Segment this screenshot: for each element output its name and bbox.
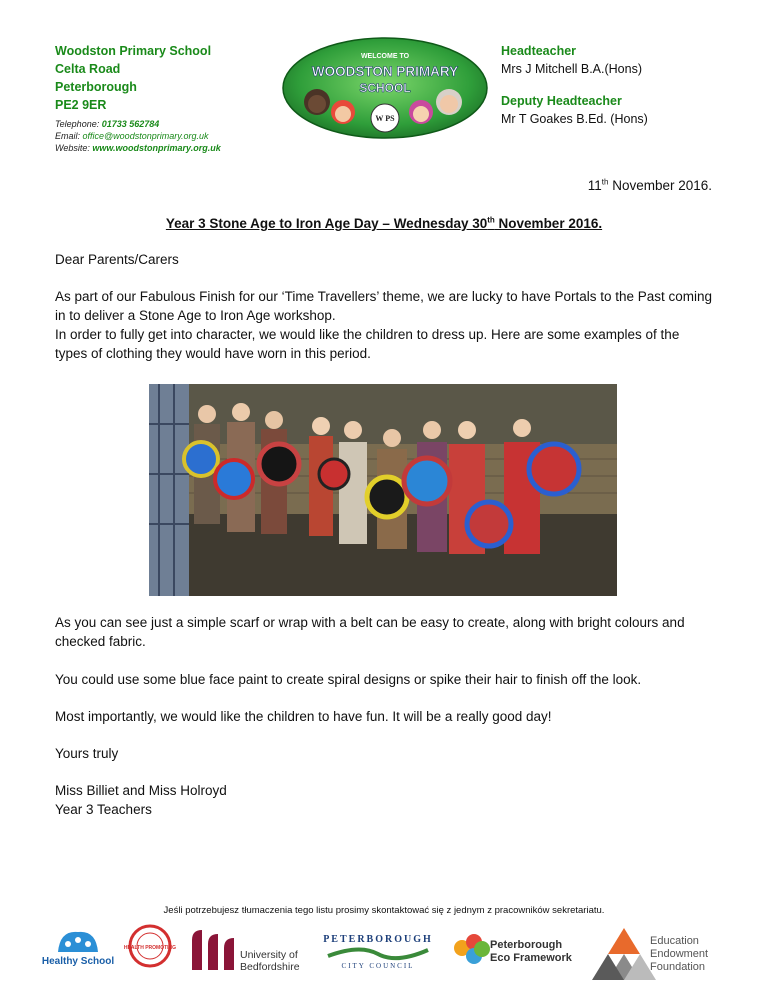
signature-names: Miss Billiet and Miss Holroyd <box>55 783 227 798</box>
health-promoting-logo <box>124 926 176 966</box>
health-promoting-text: HEALTH PROMOTING <box>123 945 177 951</box>
address-line-1: Celta Road <box>55 62 121 76</box>
headteacher-role: Headteacher <box>501 44 577 58</box>
signature-role: Year 3 Teachers <box>55 802 152 817</box>
staff-block <box>501 42 648 128</box>
paragraph-scarf: As you can see just a simple scarf or wrap with a belt can be easy to create, along with bright colours and checked fabric. <box>55 615 685 649</box>
eef-line-1: Education <box>650 935 699 947</box>
eef-line-2: Endowment <box>650 948 709 960</box>
date-suffix: th <box>601 177 609 187</box>
headteacher-name: Mrs J Mitchell B.A.(Hons) <box>501 62 642 76</box>
logo-line-2: SCHOOL <box>359 81 411 95</box>
eef-line-3: Foundation <box>650 961 706 973</box>
school-contact <box>55 118 221 154</box>
telephone-label: Telephone: <box>55 119 100 129</box>
eco-framework-logo <box>454 934 573 964</box>
school-logo <box>281 36 489 140</box>
address-postcode: PE2 9ER <box>55 98 107 112</box>
website-link[interactable]: www.woodstonprimary.org.uk <box>92 143 221 153</box>
logo-line-1: WOODSTON PRIMARY <box>311 64 459 79</box>
university-line-2: Bedfordshire <box>240 961 300 973</box>
logo-crest: W PS <box>375 114 395 123</box>
address-line-2: Peterborough <box>55 80 137 94</box>
email-link[interactable]: office@woodstonprimary.org.uk <box>82 131 209 141</box>
title-suffix: th <box>487 215 495 225</box>
eef-logo <box>592 928 708 980</box>
date-day: 11 <box>587 178 602 193</box>
eco-line-1: Peterborough <box>490 939 563 951</box>
university-line-1: University of <box>240 949 298 961</box>
paragraph-intro: As part of our Fabulous Finish for our ‘Time Travellers’ theme, we are lucky to have Portals to the Past coming in to deliver a Stone Age to Iron Age workshop. <box>55 289 713 323</box>
healthy-school-text: Healthy School <box>41 956 115 967</box>
city-council-logo <box>323 934 433 970</box>
paragraph-face-paint: You could use some blue face paint to create spiral designs or spike their hair to finish off the look. <box>55 672 642 687</box>
translation-note: Jeśli potrzebujesz tłumaczenia tego listu prosimy skontaktować się z jednym z pracowników sekretariatu. <box>163 905 605 916</box>
eco-line-2: Eco Framework <box>490 952 572 964</box>
email-label: Email: <box>55 131 81 141</box>
letter-date <box>588 178 712 193</box>
council-bottom-text: CITY COUNCIL <box>341 962 415 970</box>
healthy-school-logo <box>42 932 114 967</box>
deputy-role: Deputy Headteacher <box>501 94 622 108</box>
paragraph-dress-up: In order to fully get into character, we would like the children to dress up. Here are some examples of the types of clothing they would have worn in this period. <box>55 327 680 361</box>
school-name: Woodston Primary School <box>55 44 212 58</box>
title-main: Year 3 Stone Age to Iron Age Day – Wednesday 30 <box>165 216 488 231</box>
title-rest: November 2016. <box>494 216 603 231</box>
date-rest: November 2016. <box>608 178 712 193</box>
website-label: Website: <box>55 143 90 153</box>
paragraph-fun: Most importantly, we would like the children to have fun. It will be a really good day! <box>55 709 552 724</box>
partner-logos <box>0 924 768 990</box>
school-address <box>55 42 211 114</box>
costume-photo <box>149 384 617 596</box>
deputy-name: Mr T Goakes B.Ed. (Hons) <box>501 112 648 126</box>
logo-welcome: WELCOME TO <box>360 53 410 60</box>
telephone-value: 01733 562784 <box>101 119 160 129</box>
letter-title <box>0 216 768 231</box>
council-top-text: PETERBOROUGH <box>323 934 433 945</box>
closing: Yours truly <box>55 746 119 761</box>
salutation: Dear Parents/Carers <box>55 252 179 267</box>
university-logo <box>192 930 300 973</box>
